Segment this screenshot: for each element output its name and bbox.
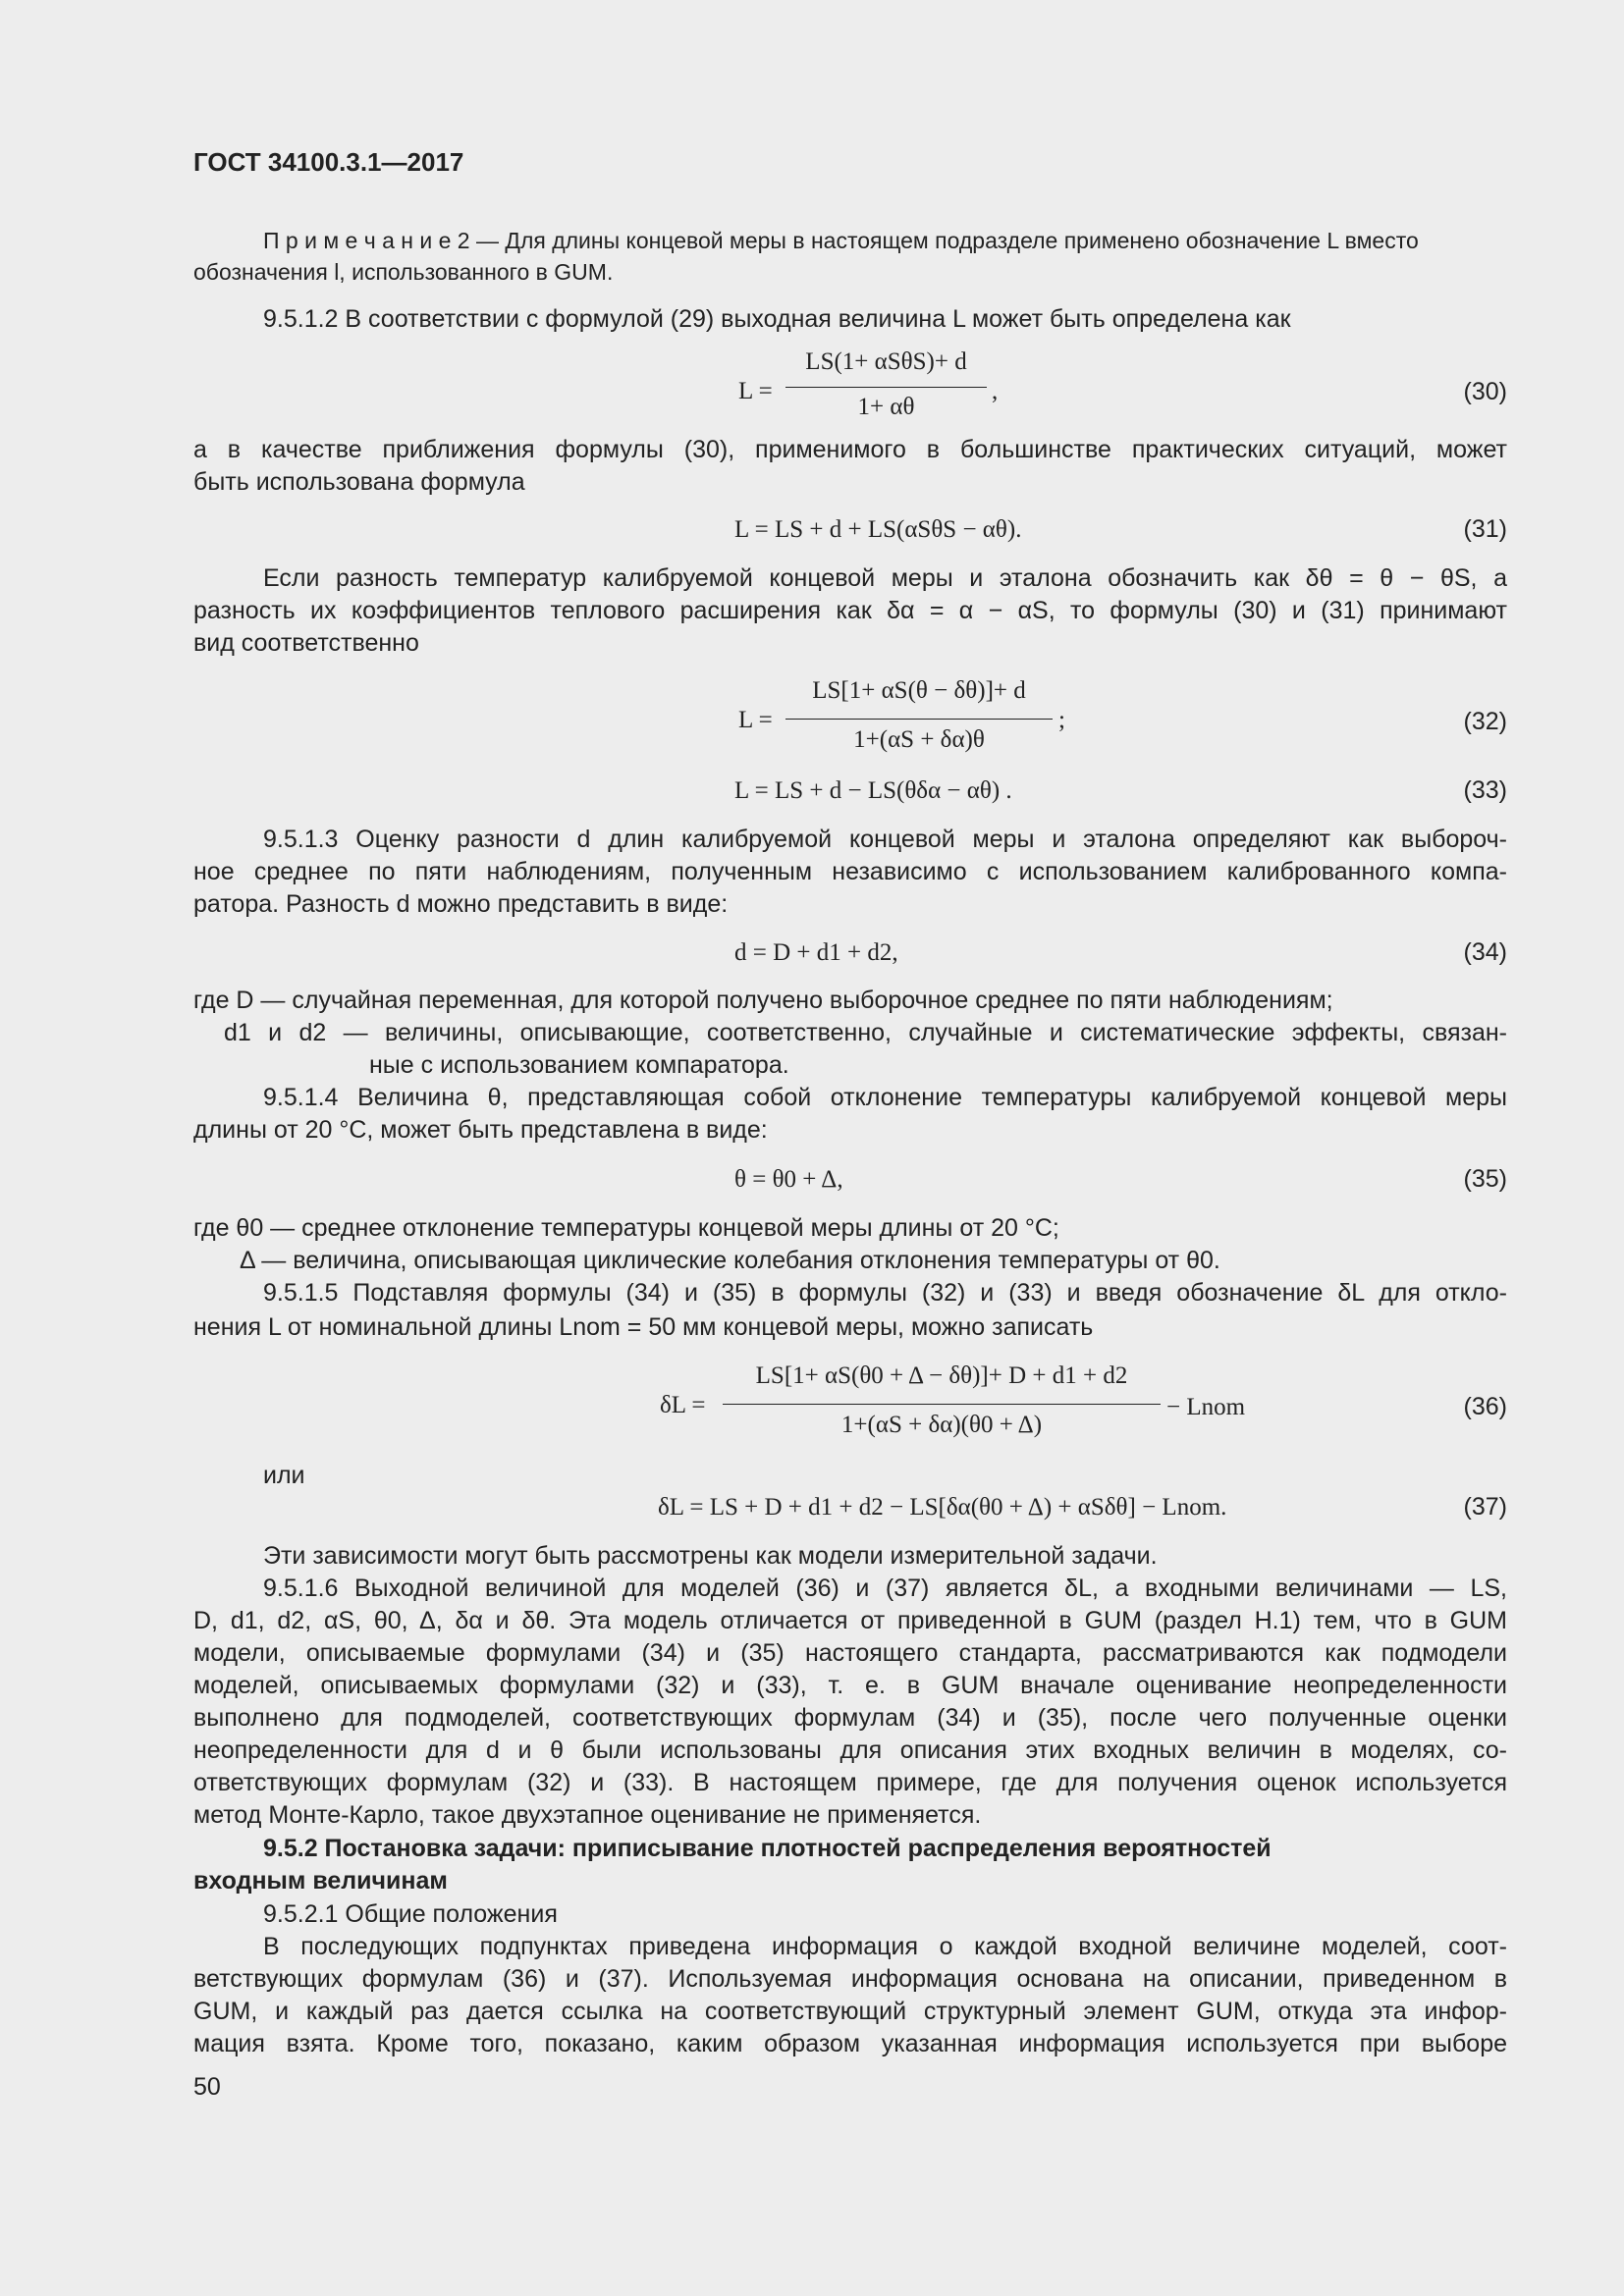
note-line-2: обозначения l, использованного в GUM. bbox=[193, 259, 614, 285]
paragraph-9516-line-2: D, d1, d2, αS, θ0, Δ, δα и δθ. Эта модель отличается от приведенной в GUM (раздел Н.1) тем, что в GUM bbox=[193, 1607, 1507, 1634]
where-delta: Δ — величина, описывающая циклические колебания отклонения температуры от θ0. bbox=[240, 1247, 1220, 1274]
eq33: L = LS + d − LS(θδα − αθ) . bbox=[734, 777, 1012, 804]
eq33-number: (33) bbox=[1463, 776, 1507, 804]
eq30-numerator: LS(1+ αSθS)+ d bbox=[805, 348, 967, 375]
eq32-lhs: L = bbox=[738, 707, 773, 733]
eq36-number: (36) bbox=[1463, 1393, 1507, 1420]
paragraph-9516-line-5: выполнено для подмоделей, соответствующих формулам (34) и (35), после чего полученные оценки bbox=[193, 1704, 1507, 1732]
eq30-lhs: L = bbox=[738, 378, 773, 404]
paragraph-3-line-3: вид соответственно bbox=[193, 629, 419, 657]
eq37-number: (37) bbox=[1463, 1493, 1507, 1521]
paragraph-9516-line-8: метод Монте-Карло, такое двухэтапное оценивание не применяется. bbox=[193, 1801, 982, 1829]
eq36-lhs: δL = bbox=[660, 1392, 706, 1418]
eq35: θ = θ0 + Δ, bbox=[734, 1166, 843, 1193]
eq34: d = D + d1 + d2, bbox=[734, 939, 898, 966]
section-heading-952-line-2: входным величинам bbox=[193, 1867, 448, 1895]
paragraph-9516-line-6: неопределенности для d и θ были использованы для описания этих входных величин в моделях, со- bbox=[193, 1736, 1507, 1764]
eq34-number: (34) bbox=[1463, 938, 1507, 966]
paragraph-9521-line-4: мация взята. Кроме того, показано, каким образом указанная информация используется при выборе bbox=[193, 2030, 1507, 2057]
page-number: 50 bbox=[193, 2073, 221, 2101]
paragraph-9516-line-3: модели, описываемые формулами (34) и (35) настоящего стандарта, рассматриваются как подмодели bbox=[193, 1639, 1507, 1667]
paragraph-3-line-1: Если разность температур калибруемой концевой меры и эталона обозначить как δθ = θ − θS, а bbox=[263, 564, 1507, 592]
eq30-tail: , bbox=[992, 378, 999, 404]
note-line-1 bbox=[263, 226, 1419, 256]
section-heading-952-line-1: 9.5.2 Постановка задачи: приписывание плотностей распределения вероятностей bbox=[263, 1835, 1272, 1862]
document-header: ГОСТ 34100.3.1—2017 bbox=[193, 147, 464, 177]
eq36-fraction-bar bbox=[723, 1404, 1161, 1405]
paragraph-9516-line-1: 9.5.1.6 Выходной величиной для моделей (36) и (37) является δL, а входными величинами — LS, bbox=[263, 1575, 1507, 1602]
eq36-numerator: LS[1+ αS(θ0 + Δ − δθ)]+ D + d1 + d2 bbox=[755, 1362, 1128, 1389]
paragraph-9521-line-3: GUM, и каждый раз дается ссылка на соответствующий структурный элемент GUM, откуда эта инфор- bbox=[193, 1998, 1507, 2025]
paragraph-9516-line-4: моделей, описываемых формулами (32) и (33), т. е. в GUM вначале оценивание неопределенности bbox=[193, 1672, 1507, 1699]
eq30-number: (30) bbox=[1463, 378, 1507, 405]
eq35-number: (35) bbox=[1463, 1165, 1507, 1193]
eq32-number: (32) bbox=[1463, 708, 1507, 735]
eq37: δL = LS + D + d1 + d2 − LS[δα(θ0 + Δ) + αSδθ] − Lnom. bbox=[658, 1494, 1227, 1521]
eq36-denominator: 1+(αS + δα)(θ0 + Δ) bbox=[840, 1412, 1043, 1438]
paragraph-9521-line-1: В последующих подпунктах приведена информация о каждой входной величине моделей, соот- bbox=[263, 1933, 1507, 1960]
where-theta0: где θ0 — среднее отклонение температуры концевой меры длины от 20 °С; bbox=[193, 1214, 1059, 1242]
where-d1-d2-line-2: ные с использованием компаратора. bbox=[369, 1051, 789, 1079]
paragraph-9516-line-7: ответствующих формулам (32) и (33). В настоящем примере, где для получения оценок используется bbox=[193, 1769, 1507, 1796]
where-d1-d2-line-1: d1 и d2 — величины, описывающие, соответственно, случайные и систематические эффекты, связан- bbox=[224, 1019, 1507, 1046]
paragraph-9513-line-3: ратора. Разность d можно представить в виде: bbox=[193, 890, 729, 918]
eq30-denominator: 1+ αθ bbox=[857, 394, 915, 420]
paragraph-models: Эти зависимости могут быть рассмотрены как модели измерительной задачи. bbox=[263, 1542, 1158, 1570]
paragraph-9514-line-2: длины от 20 °С, может быть представлена в виде: bbox=[193, 1116, 768, 1144]
paragraph-9513-line-2: ное среднее по пяти наблюдениям, полученным независимо с использованием калиброванного компа- bbox=[193, 858, 1507, 885]
subsection-heading-9521: 9.5.2.1 Общие положения bbox=[263, 1900, 558, 1928]
eq32-denominator: 1+(αS + δα)θ bbox=[853, 726, 985, 753]
eq32-numerator: LS[1+ αS(θ − δθ)]+ d bbox=[812, 677, 1026, 704]
note-label: П р и м е ч а н и е 2 — bbox=[263, 228, 499, 253]
paragraph-9515-line-2: нения L от номинальной длины Lnom = 50 мм концевой меры, можно записать bbox=[193, 1313, 1094, 1341]
paragraph-9521-line-2: ветствующих формулам (36) и (37). Используемая информация основана на описании, приведенном в bbox=[193, 1965, 1507, 1993]
paragraph-9514-line-1: 9.5.1.4 Величина θ, представляющая собой отклонение температуры калибруемой концевой меры bbox=[263, 1084, 1507, 1111]
eq32-tail: ; bbox=[1058, 707, 1065, 733]
paragraph-2-line-2: быть использована формула bbox=[193, 468, 525, 496]
where-D: где D — случайная переменная, для которой получено выборочное среднее по пяти наблюдениям; bbox=[193, 987, 1333, 1014]
paragraph-3-line-2: разность их коэффициентов теплового расширения как δα = α − αS, то формулы (30) и (31) принимают bbox=[193, 597, 1507, 624]
paragraph-2-line-1: а в качестве приближения формулы (30), применимого в большинстве практических ситуаций, может bbox=[193, 436, 1507, 463]
paragraph-9512: 9.5.1.2 В соответствии с формулой (29) выходная величина L может быть определена как bbox=[263, 305, 1291, 333]
or-word: или bbox=[263, 1462, 305, 1489]
eq36-tail: − Lnom bbox=[1166, 1394, 1246, 1420]
eq31: L = LS + d + LS(αSθS − αθ). bbox=[734, 516, 1022, 543]
eq31-number: (31) bbox=[1463, 515, 1507, 543]
paragraph-9513-line-1: 9.5.1.3 Оценку разности d длин калибруемой концевой меры и эталона определяют как выбороч- bbox=[263, 826, 1507, 853]
paragraph-9515-line-1: 9.5.1.5 Подставляя формулы (34) и (35) в формулы (32) и (33) и введя обозначение δL для откло- bbox=[263, 1279, 1507, 1307]
eq30-fraction-bar bbox=[785, 387, 987, 388]
eq32-fraction-bar bbox=[785, 719, 1053, 720]
note-text: Для длины концевой меры в настоящем подразделе применено обозначение L вместо bbox=[505, 228, 1419, 253]
